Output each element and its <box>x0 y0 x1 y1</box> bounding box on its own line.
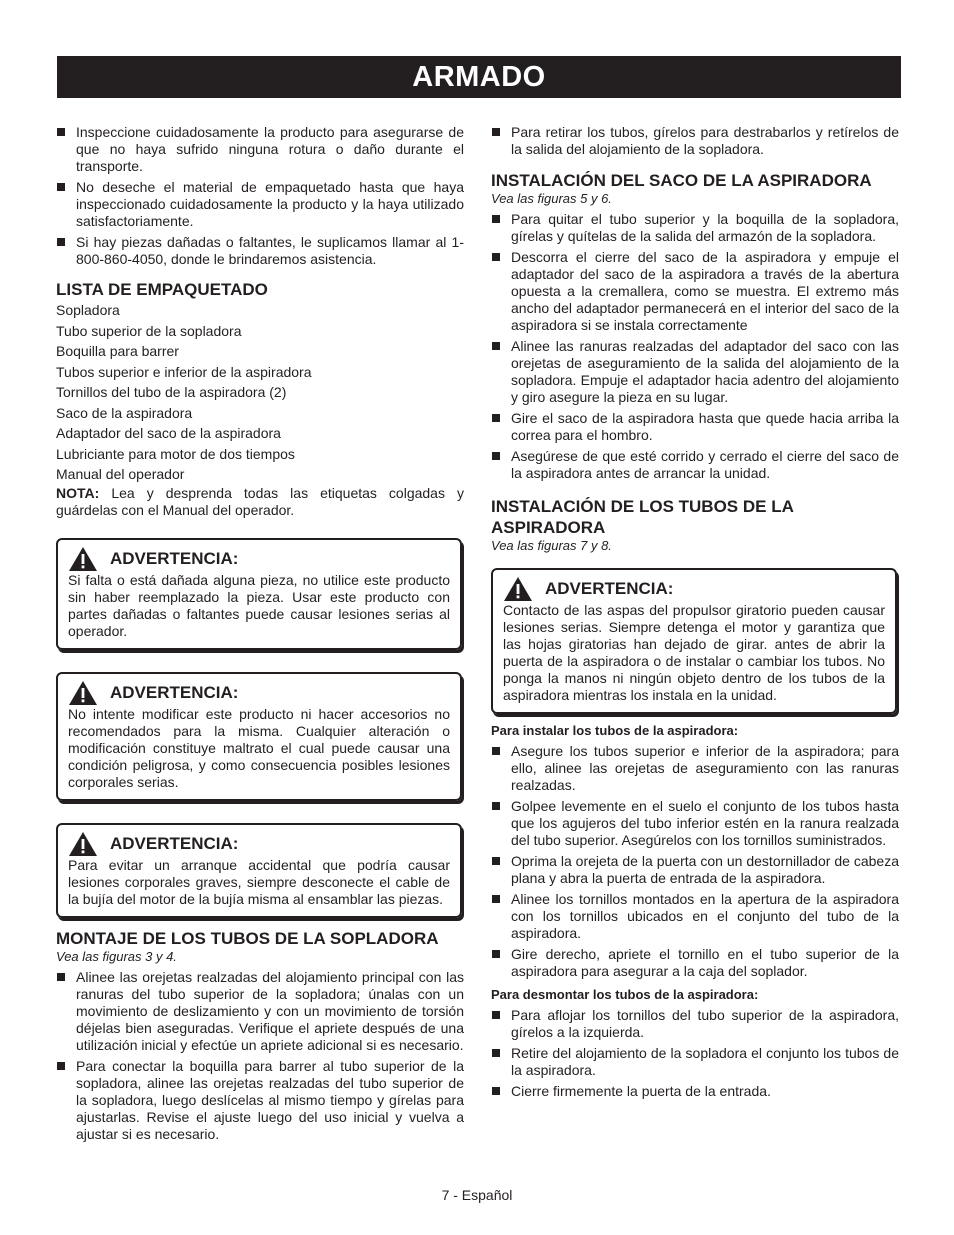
bullet-square-icon <box>492 857 500 865</box>
right-column <box>491 124 899 1104</box>
packing-item: Tubos superior e inferior de la aspiradora <box>56 363 312 380</box>
warning-box <box>56 672 462 801</box>
bullet-square-icon <box>492 1049 500 1057</box>
list-item-text: No deseche el material de empaquetado hasta que haya inspeccionado cuidadosamente la producto y la haya utilizado satisfactoriamente. <box>76 179 464 229</box>
list-item-text: Oprima la orejeta de la puerta con un destornillador de cabeza plana y abra la puerta de entrada de la aspiradora. <box>511 853 899 886</box>
list-item <box>491 743 899 794</box>
list-item <box>491 124 899 158</box>
list-item <box>491 798 899 849</box>
bullet-square-icon <box>492 215 500 223</box>
warning-text: Si falta o está dañada alguna pieza, no utilice este producto sin haber reemplazado la pieza. Usar este producto con partes dañadas o faltantes puede causar lesiones serias al operador. <box>68 571 450 639</box>
bullet-square-icon <box>57 973 65 981</box>
list-item-text: Si hay piezas dañadas o faltantes, le suplicamos llamar al 1-800-860-4050, donde le brindaremos asistencia. <box>76 234 464 267</box>
bullet-square-icon <box>492 895 500 903</box>
list-item-text: Asegure los tubos superior e inferior de la aspiradora; para ello, alinee las orejetas de aseguramiento con las ranuras realzadas. <box>511 743 899 793</box>
figure-reference: Vea las figuras 3 y 4. <box>56 948 177 964</box>
warning-triangle-icon <box>68 546 98 572</box>
bag-install-heading: INSTALACIÓN DEL SACO DE LA ASPIRADORA <box>491 171 872 190</box>
list-item <box>491 211 899 245</box>
bullet-square-icon <box>492 414 500 422</box>
list-item <box>491 946 899 980</box>
packing-list-heading: LISTA DE EMPAQUETADO <box>56 280 268 299</box>
note-text: Lea y desprenda todas las etiquetas colgadas y guárdelas con el Manual del operador. <box>56 484 464 518</box>
packing-item: Sopladora <box>56 302 120 318</box>
bullet-square-icon <box>57 183 65 191</box>
list-item-text: Asegúrese de que esté corrido y cerrado el cierre del saco de la aspiradora antes de arrancar la unidad. <box>511 448 899 481</box>
bullet-square-icon <box>492 802 500 810</box>
warning-box <box>56 538 462 650</box>
list-item <box>491 1045 899 1079</box>
list-item-text: Para aflojar los tornillos del tubo superior de la aspiradora, gírelos a la izquierda. <box>511 1007 899 1040</box>
packing-item: Boquilla para barrer <box>56 343 179 359</box>
list-item <box>491 891 899 942</box>
list-item-text: Para retirar los tubos, gírelos para destrabarlos y retírelos de la salida del alojamiento de la sopladora. <box>511 124 899 157</box>
list-item-text: Alinee las ranuras realzadas del adaptador del saco con las orejetas de aseguramiento de la salida del alojamiento de la sopladora. Empuje el adaptador hacia adentro del alojamiento y giro asegure la pieza en su lugar. <box>511 338 899 405</box>
vacuum-remove-list <box>491 1007 899 1100</box>
list-item-text: Alinee las orejetas realzadas del alojamiento principal con las ranuras del tubo superior de la sopladora; únalas con un movimiento de deslizamiento y con un movimiento de torsión déjelas bien aseguradas. Verifique el apriete después de una utilización inicial y efectúe un apriete adicional si es necesario. <box>76 968 464 1053</box>
list-item <box>56 1058 464 1143</box>
list-item <box>491 249 899 334</box>
list-item <box>56 234 464 268</box>
list-item-text: Gire derecho, apriete el tornillo en el tubo superior de la aspiradora para asegurar a la caja del soplador. <box>511 946 899 979</box>
bullet-square-icon <box>492 452 500 460</box>
list-item-text: Para quitar el tubo superior y la boquilla de la sopladora, gírelas y quítelas de la salida del armazón de la sopladora. <box>511 211 899 244</box>
packing-item: Manual del operador <box>56 466 185 482</box>
warning-title: ADVERTENCIA: <box>110 548 239 568</box>
warning-text: No intente modificar este producto ni hacer accesorios no recomendados para la misma. Cualquier alteración o modificación constituye maltrato el cual puede causar una condición peligrosa, y como consecuencia posibles lesiones corporales serias. <box>68 705 450 790</box>
warning-triangle-icon <box>68 680 98 706</box>
list-item <box>491 338 899 406</box>
list-item-text: Golpee levemente en el suelo el conjunto de los tubos hasta que los agujeros del tubo inferior estén en la ranura realzada del tubo superior. Asegúrelos con los tornillos suministrados. <box>511 798 899 848</box>
list-item-text: Alinee los tornillos montados en la apertura de la aspiradora con los tornillos ubicados en el conjunto del tubo de la aspiradora. <box>511 891 899 941</box>
remove-tubes-list <box>491 124 899 158</box>
list-item <box>56 969 464 1054</box>
bullet-square-icon <box>57 238 65 246</box>
list-item <box>491 410 899 444</box>
intro-list <box>56 124 464 268</box>
packing-item: Adaptador del saco de la aspiradora <box>56 425 281 441</box>
warning-box <box>56 823 462 918</box>
warning-triangle-icon <box>503 576 533 602</box>
warning-header <box>68 546 450 572</box>
remove-subheading: Para desmontar los tubos de la aspiradora: <box>491 987 759 1002</box>
list-item-text: Para conectar la boquilla para barrer al tubo superior de la sopladora, alinee las orejetas realzadas del tubo superior de la sopladora, luego deslícelas al mismo tiempo y gírelas para ajustarlas. Revise el ajuste luego del uso inicial y vuelva a ajustar si es necesario. <box>76 1057 464 1142</box>
bullet-square-icon <box>492 342 500 350</box>
packing-item: Tubo superior de la sopladora <box>56 322 242 339</box>
figure-reference: Vea las figuras 5 y 6. <box>491 191 612 206</box>
packing-item: Tornillos del tubo de la aspiradora (2) <box>56 384 287 400</box>
vacuum-install-list <box>491 743 899 980</box>
bullet-square-icon <box>492 1011 500 1019</box>
list-item-text: Descorra el cierre del saco de la aspiradora y empuje el adaptador del saco de la aspiradora a través de la abertura opuesta a la cremallera, como se muestra. El extremo más ancho del adaptador permanecerá en el interior del saco de la aspiradora si se instala correctamente <box>511 249 899 333</box>
warning-text: Contacto de las aspas del propulsor giratorio pueden causar lesiones serias. Siempre detenga el motor y garantiza que las hojas giratorias han dejado de girar. antes de abrir la puerta de la aspiradora o de instalar o cambiar los tubos. No ponga la manos ni ningún objeto dentro de los tubos de la aspiradora mientras los instala en la unidad. <box>503 602 885 703</box>
install-subheading: Para instalar los tubos de la aspiradora: <box>491 723 739 738</box>
warning-title: ADVERTENCIA: <box>110 833 239 853</box>
warning-triangle-icon <box>68 831 98 857</box>
warning-title: ADVERTENCIA: <box>110 682 239 702</box>
bullet-square-icon <box>492 128 500 136</box>
packing-item: Saco de la aspiradora <box>56 404 193 421</box>
list-item <box>491 1007 899 1041</box>
list-item <box>491 1083 899 1100</box>
warning-box <box>491 568 897 714</box>
page-footer: 7 - Español <box>441 1187 513 1203</box>
warning-header <box>68 831 450 857</box>
list-item <box>56 179 464 230</box>
warning-header <box>68 680 450 706</box>
list-item <box>491 853 899 887</box>
packing-list <box>56 300 464 485</box>
bullet-square-icon <box>492 747 500 755</box>
warning-header <box>503 576 885 602</box>
bag-install-list <box>491 211 899 482</box>
list-item <box>56 124 464 175</box>
packing-note <box>56 485 464 519</box>
list-item-text: Cierre firmemente la puerta de la entrada. <box>511 1083 771 1099</box>
page-title: ARMADO <box>57 56 901 98</box>
bullet-square-icon <box>492 253 500 261</box>
packing-item: Lubriciante para motor de dos tiempos <box>56 445 295 462</box>
bullet-square-icon <box>492 950 500 958</box>
warning-title: ADVERTENCIA: <box>545 579 674 598</box>
warning-text: Para evitar un arranque accidental que podría causar lesiones corporales graves, siempre desconecte el cable de la bujía del motor de la bujía misma al ensamblar las piezas. <box>68 856 450 907</box>
bullet-square-icon <box>492 1087 500 1095</box>
note-label: NOTA: <box>56 484 100 501</box>
figure-reference: Vea las figuras 7 y 8. <box>491 538 612 553</box>
left-column <box>56 124 464 1147</box>
blower-tubes-list <box>56 969 464 1143</box>
bullet-square-icon <box>57 128 65 136</box>
list-item-text: Retire del alojamiento de la sopladora el conjunto los tubos de la aspiradora. <box>511 1045 899 1078</box>
list-item <box>491 448 899 482</box>
vacuum-tubes-heading: INSTALACIÓN DE LOS TUBOS DE LA ASPIRADORA <box>491 497 794 537</box>
blower-tubes-heading: MONTAJE DE LOS TUBOS DE LA SOPLADORA <box>56 928 439 948</box>
list-item-text: Gire el saco de la aspiradora hasta que quede hacia arriba la correa para el hombro. <box>511 410 899 443</box>
list-item-text: Inspeccione cuidadosamente la producto para asegurarse de que no haya sufrido ninguna rotura o daño durante el transporte. <box>76 124 464 174</box>
bullet-square-icon <box>57 1062 65 1070</box>
